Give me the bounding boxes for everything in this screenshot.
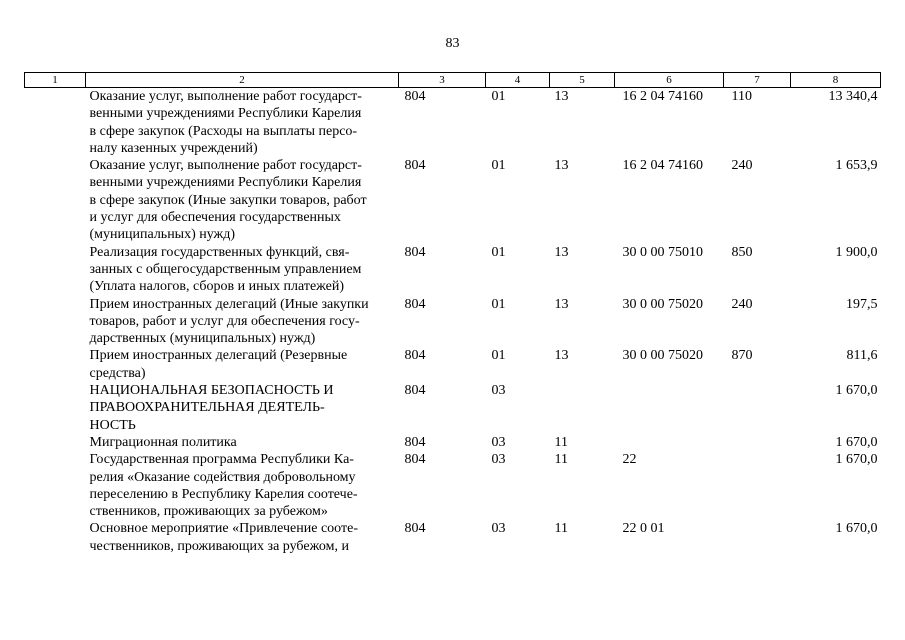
- header-col-8: 8: [791, 73, 881, 88]
- description-line: Основное мероприятие «Привлечение сооте-: [89, 521, 358, 537]
- ministry-code: 804: [404, 89, 426, 104]
- expense-type-code: 870: [731, 348, 753, 364]
- ministry-code: 804: [404, 158, 426, 174]
- expense-type-code: 240: [731, 158, 753, 174]
- description-line: чественников, проживающих за рубежом, и: [89, 538, 349, 554]
- expense-type-code: 110: [731, 89, 752, 104]
- ministry-code: 804: [404, 434, 426, 450]
- section-code: 03: [491, 383, 506, 399]
- description-line: (Уплата налогов, сборов и иных платежей): [89, 279, 345, 295]
- cell-col-1: [25, 451, 86, 520]
- ministry-code: 804: [404, 348, 426, 364]
- section-code: 01: [491, 348, 506, 364]
- subsection-code: 11: [554, 452, 568, 468]
- description-line: средства): [89, 365, 146, 381]
- description-line: дарственных (муниципальных) нужд): [89, 331, 316, 347]
- table-header-row: [25, 73, 881, 88]
- table-row: [25, 157, 881, 243]
- table-row: [25, 382, 881, 434]
- ministry-code: 804: [404, 521, 426, 537]
- amount: 1 670,0: [835, 452, 878, 468]
- row-description: [86, 382, 399, 434]
- expense-type-code: 240: [731, 296, 753, 312]
- table-row: [25, 347, 881, 382]
- amount: 1 670,0: [835, 521, 878, 537]
- ministry-code: 804: [404, 296, 426, 312]
- description-line: венными учреждениями Республики Карелия: [89, 175, 362, 191]
- section-code: 01: [491, 244, 506, 260]
- description-line: занных с общегосударственным управлением: [89, 261, 362, 277]
- expense-type-code: [724, 451, 791, 520]
- cell-col-1: [25, 520, 86, 555]
- description-line: переселению в Республику Карелия соотече-: [89, 486, 358, 502]
- target-article-code: 30 0 00 75010: [622, 244, 703, 260]
- subsection-code: 13: [554, 348, 569, 364]
- row-description: [86, 451, 399, 520]
- description-line: ственников, проживающих за рубежом»: [89, 504, 328, 520]
- target-article-code: 16 2 04 74160: [622, 158, 703, 174]
- header-col-6: 6: [615, 73, 724, 88]
- header-col-2: 2: [86, 73, 399, 88]
- cell-col-1: [25, 296, 86, 348]
- amount: 13 340,4: [828, 89, 878, 104]
- description-line: и услуг для обеспечения государственных: [89, 210, 341, 226]
- row-description: [86, 520, 399, 555]
- target-article-code: [615, 382, 724, 434]
- description-line: налу казенных учреждений): [89, 140, 258, 156]
- amount: 1 670,0: [835, 434, 878, 450]
- description-line: Государственная программа Республики Ка-: [89, 452, 354, 468]
- section-code: 01: [491, 89, 506, 104]
- header-col-4: 4: [486, 73, 550, 88]
- row-description: [86, 244, 399, 296]
- header-col-1: 1: [25, 73, 86, 88]
- target-article-code: 30 0 00 75020: [622, 348, 703, 364]
- expense-type-code: 850: [731, 244, 753, 260]
- budget-table: [24, 72, 881, 555]
- description-line: НОСТЬ: [89, 417, 136, 433]
- table-row: [25, 520, 881, 555]
- section-code: 03: [491, 434, 506, 450]
- row-description: [86, 296, 399, 348]
- amount: 1 653,9: [835, 158, 878, 174]
- table-row: [25, 88, 881, 158]
- subsection-code: [550, 382, 615, 434]
- subsection-code: 13: [554, 296, 569, 312]
- section-code: 01: [491, 158, 506, 174]
- description-line: НАЦИОНАЛЬНАЯ БЕЗОПАСНОСТЬ И: [89, 383, 334, 399]
- ministry-code: 804: [404, 244, 426, 260]
- table-row: [25, 434, 881, 451]
- description-line: в сфере закупок (Расходы на выплаты персо-: [89, 123, 358, 139]
- description-line: ПРАВООХРАНИТЕЛЬНАЯ ДЕЯТЕЛЬ-: [89, 400, 325, 416]
- table-row: [25, 451, 881, 520]
- header-col-3: 3: [399, 73, 486, 88]
- header-col-7: 7: [724, 73, 791, 88]
- amount: 1 900,0: [835, 244, 878, 260]
- target-article-code: 30 0 00 75020: [622, 296, 703, 312]
- cell-col-1: [25, 434, 86, 451]
- cell-col-1: [25, 157, 86, 243]
- cell-col-1: [25, 88, 86, 158]
- ministry-code: 804: [404, 383, 426, 399]
- description-line: Прием иностранных делегаций (Резервные: [89, 348, 348, 364]
- subsection-code: 13: [554, 244, 569, 260]
- description-line: Оказание услуг, выполнение работ государст-: [89, 158, 362, 174]
- description-line: релия «Оказание содействия добровольному: [89, 469, 356, 485]
- table-row: [25, 244, 881, 296]
- ministry-code: 804: [404, 452, 426, 468]
- amount: 197,5: [846, 296, 878, 312]
- target-article-code: 22: [622, 452, 637, 468]
- section-code: 03: [491, 452, 506, 468]
- header-col-5: 5: [550, 73, 615, 88]
- section-code: 01: [491, 296, 506, 312]
- row-description: [86, 434, 399, 451]
- expense-type-code: [724, 520, 791, 555]
- description-line: (муниципальных) нужд): [89, 227, 236, 243]
- expense-type-code: [724, 434, 791, 451]
- row-description: [86, 157, 399, 243]
- target-article-code: 22 0 01: [622, 521, 665, 537]
- description-line: в сфере закупок (Иные закупки товаров, работ: [89, 192, 367, 208]
- description-line: Оказание услуг, выполнение работ государст-: [89, 89, 362, 104]
- row-description: [86, 88, 399, 158]
- description-line: венными учреждениями Республики Карелия: [89, 106, 362, 122]
- row-description: [86, 347, 399, 382]
- target-article-code: 16 2 04 74160: [622, 89, 703, 104]
- target-article-code: [615, 434, 724, 451]
- cell-col-1: [25, 347, 86, 382]
- subsection-code: 13: [554, 89, 569, 104]
- description-line: товаров, работ и услуг для обеспечения госу-: [89, 313, 360, 329]
- page-number: 83: [445, 36, 460, 51]
- table-body: [25, 88, 881, 556]
- description-line: Реализация государственных функций, свя-: [89, 244, 350, 260]
- cell-col-1: [25, 244, 86, 296]
- description-line: Миграционная политика: [89, 434, 237, 450]
- subsection-code: 11: [554, 434, 568, 450]
- description-line: Прием иностранных делегаций (Иные закупки: [89, 296, 369, 312]
- subsection-code: 13: [554, 158, 569, 174]
- amount: 811,6: [846, 348, 878, 364]
- table-row: [25, 296, 881, 348]
- section-code: 03: [491, 521, 506, 537]
- expense-type-code: [724, 382, 791, 434]
- amount: 1 670,0: [835, 383, 878, 399]
- cell-col-1: [25, 382, 86, 434]
- subsection-code: 11: [554, 521, 568, 537]
